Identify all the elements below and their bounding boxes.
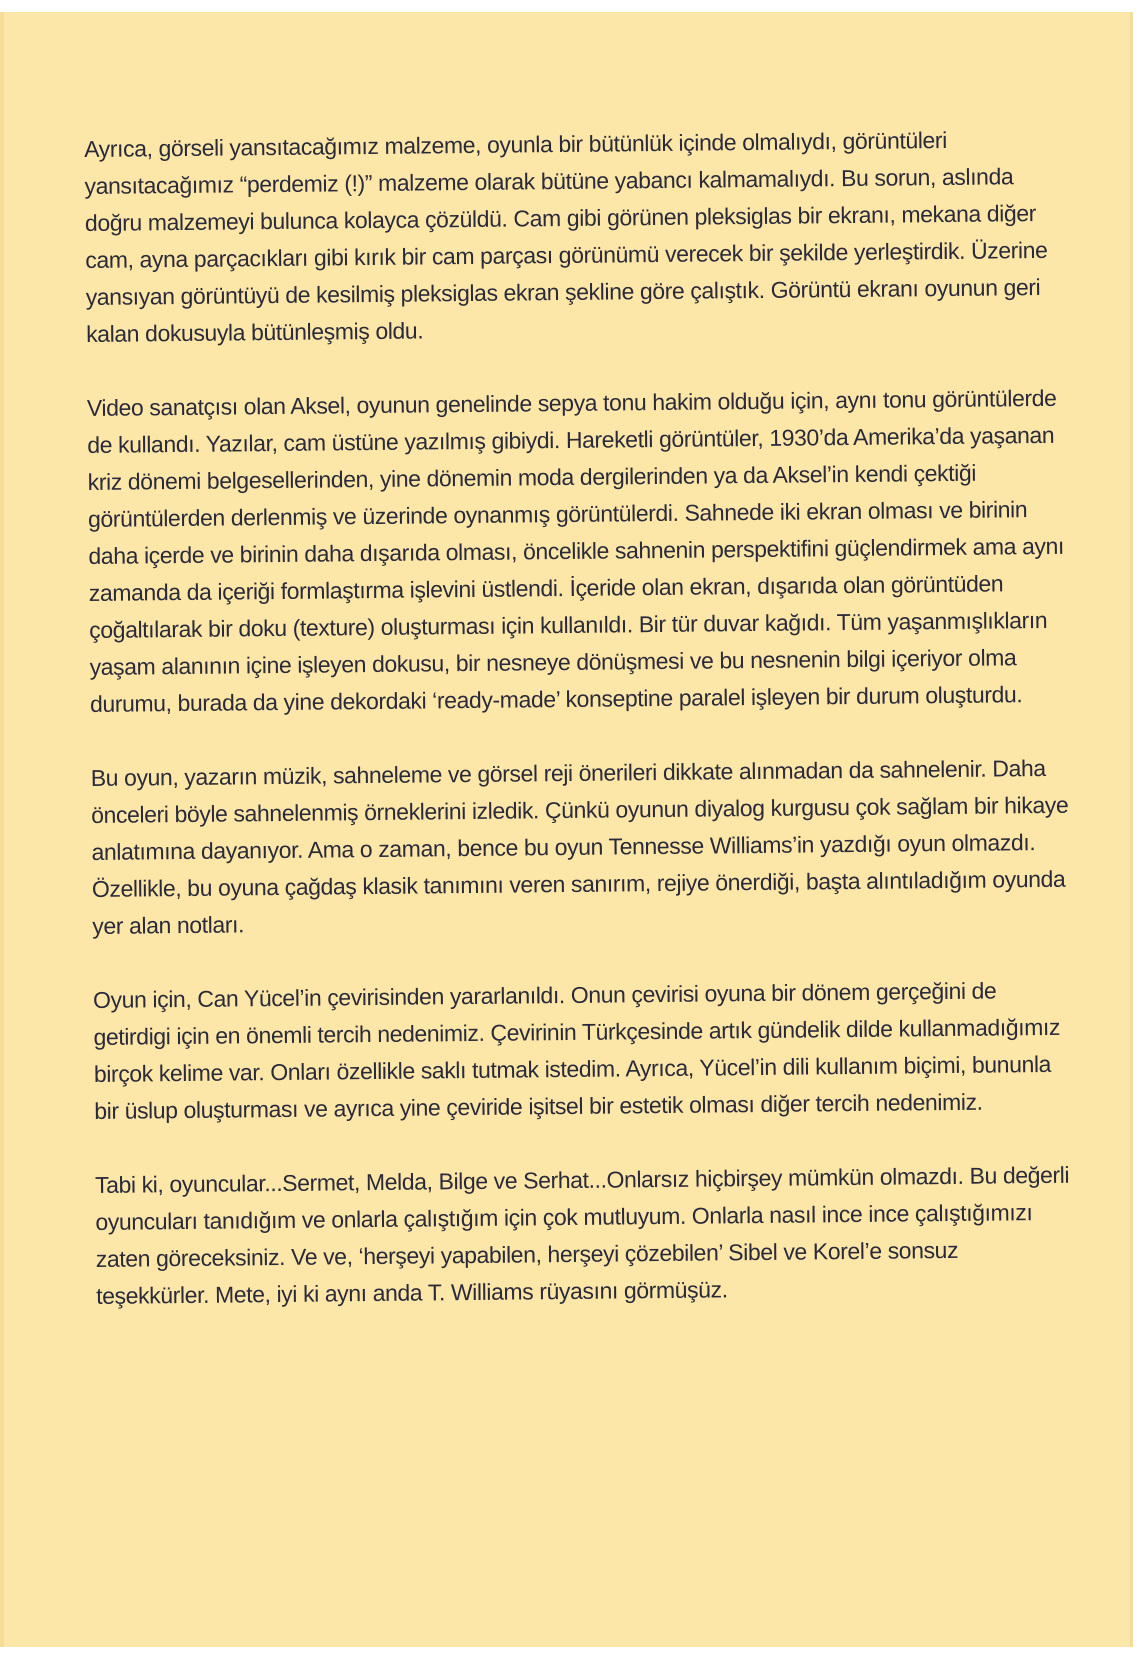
- paragraph-translation: Oyun için, Can Yücel’in çevirisinden yararlanıldı. Onun çevirisi oyuna bir dönem gerçeğini de getirdigi için en önemli tercih nedenimiz. Çevirinin Türkçesinde artık gündelik dilde kullanmadığımız birçok kelime var. Onları özellikle saklı tutmak istedim. Ayrıca, Yücel’in dili kullanım biçimi, bununla bir üslup oluşturması ve ayrıca yine çeviride işitsel bir estetik olması diğer tercih nedenimiz.: [92, 977, 1061, 1124]
- paragraph-staging: Bu oyun, yazarın müzik, sahneleme ve görsel reji önerileri dikkate alınmadan da sahnelenir. Daha önceleri böyle sahnelenmiş örneklerini izledik. Çünkü oyunun diyalog kurgusu çok sağlam bir hikaye anlatımına dayanıyor. Ama o zaman, bence bu oyun Tennesse Williams’in yazdığı oyun olmazdı. Özellikle, bu oyuna çağdaş klasik tanımını veren sanırım, rejiye önerdiği, başta alıntıladığım oyunda yer alan notları.: [90, 754, 1069, 939]
- page-edge-shadow: [0, 12, 4, 1647]
- body-text: [84, 121, 1077, 1352]
- paragraph-screen-material: Ayrıca, görseli yansıtacağımız malzeme, oyunla bir bütünlük içinde olmalıydı, görüntüleri yansıtacağımız “perdemiz (!)” malzeme olarak bütüne yabancı kalmamalıydı. Bu sorun, aslında doğru malzemeyi bulunca kolayca çözüldü. Cam gibi görünen pleksiglas bir ekranı, mekana diğer cam, ayna parçacıkları gibi kırık bir cam parçası görünümü verecek bir şekilde yerleştirdik. Üzerine yansıyan görüntüyü de kesilmiş pleksiglas ekran şekline göre çalıştık. Görüntü ekranı oyunun geri kalan dokusuyla bütünleşmiş oldu.: [84, 126, 1048, 347]
- paragraph-acknowledgements: Tabi ki, oyuncular...Sermet, Melda, Bilge ve Serhat...Onlarsız hiçbirşey mümkün olmazdı. Bu değerli oyuncuları tanıdığım ve onlarla çalıştığım için çok mutluyum. Onlarla nasıl ince ince çalıştığımızı zaten göreceksiniz. Ve ve, ‘herşeyi yapabilen, herşeyi çözebilen’ Sibel ve Korel’e sonsuz teşekkürler. Mete, iyi ki aynı anda T. Williams rüyasını görmüşüz.: [94, 1161, 1070, 1309]
- paragraph-video-artist: Video sanatçısı olan Aksel, oyunun genelinde sepya tonu hakim olduğu için, aynı tonu görüntülerde de kullandı. Yazılar, cam üstüne yazılmış gibiydi. Hareketli görüntüler, 1930’da Amerika’da yaşanan kriz dönemi belgesellerinden, yine dönemin moda dergilerinden ya da Aksel’in kendi çektiği görüntülerden derlenmiş ve üzerinde oynanmış görüntülerdi. Sahnede iki ekran olması ve birinin daha içerde ve birinin daha dışarıda olması, öncelikle sahnenin perspektifini güçlendirmek ama aynı zamanda da içeriği formlaştırma işlevini üstlendi. İçeride olan ekran, dışarıda olan görüntüden çoğaltılarak bir doku (texture) oluşturması için kullanıldı. Bir tür duvar kağıdı. Tüm yaşanmışlıkların yaşam alanının içine işleyen dokusu, bir nesneye dönüşmesi ve bu nesnenin bilgi içeriyor olma durumu, burada da yine dekordaki ‘ready-made’ konseptine paralel işleyen bir durum oluşturdu.: [86, 384, 1065, 717]
